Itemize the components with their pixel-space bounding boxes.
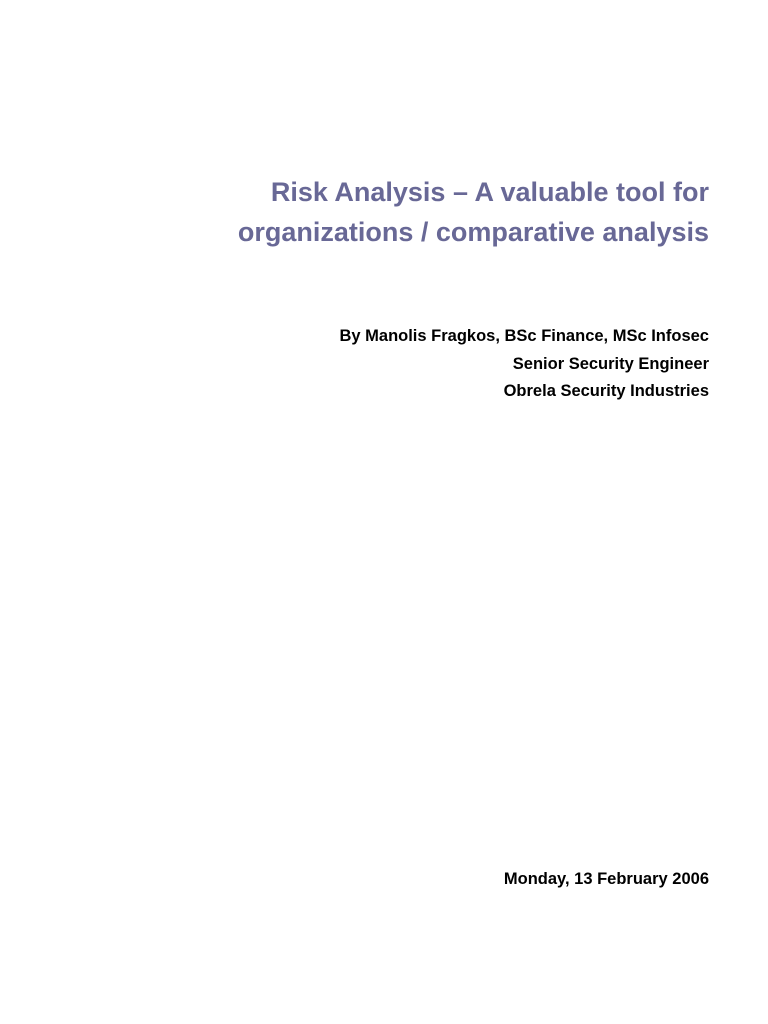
title-line-2: organizations / comparative analysis: [237, 217, 709, 247]
author-info: [209, 323, 709, 406]
author-organization: Obrela Security Industries: [503, 382, 709, 400]
title-line-1: Risk Analysis – A valuable tool for: [270, 177, 709, 207]
author-position: Senior Security Engineer: [512, 354, 709, 373]
document-title: [149, 172, 709, 252]
document-date: Monday, 13 February 2006: [503, 870, 709, 888]
author-name: By Manolis Fragkos, BSc Finance, MSc Infosec: [339, 327, 709, 345]
